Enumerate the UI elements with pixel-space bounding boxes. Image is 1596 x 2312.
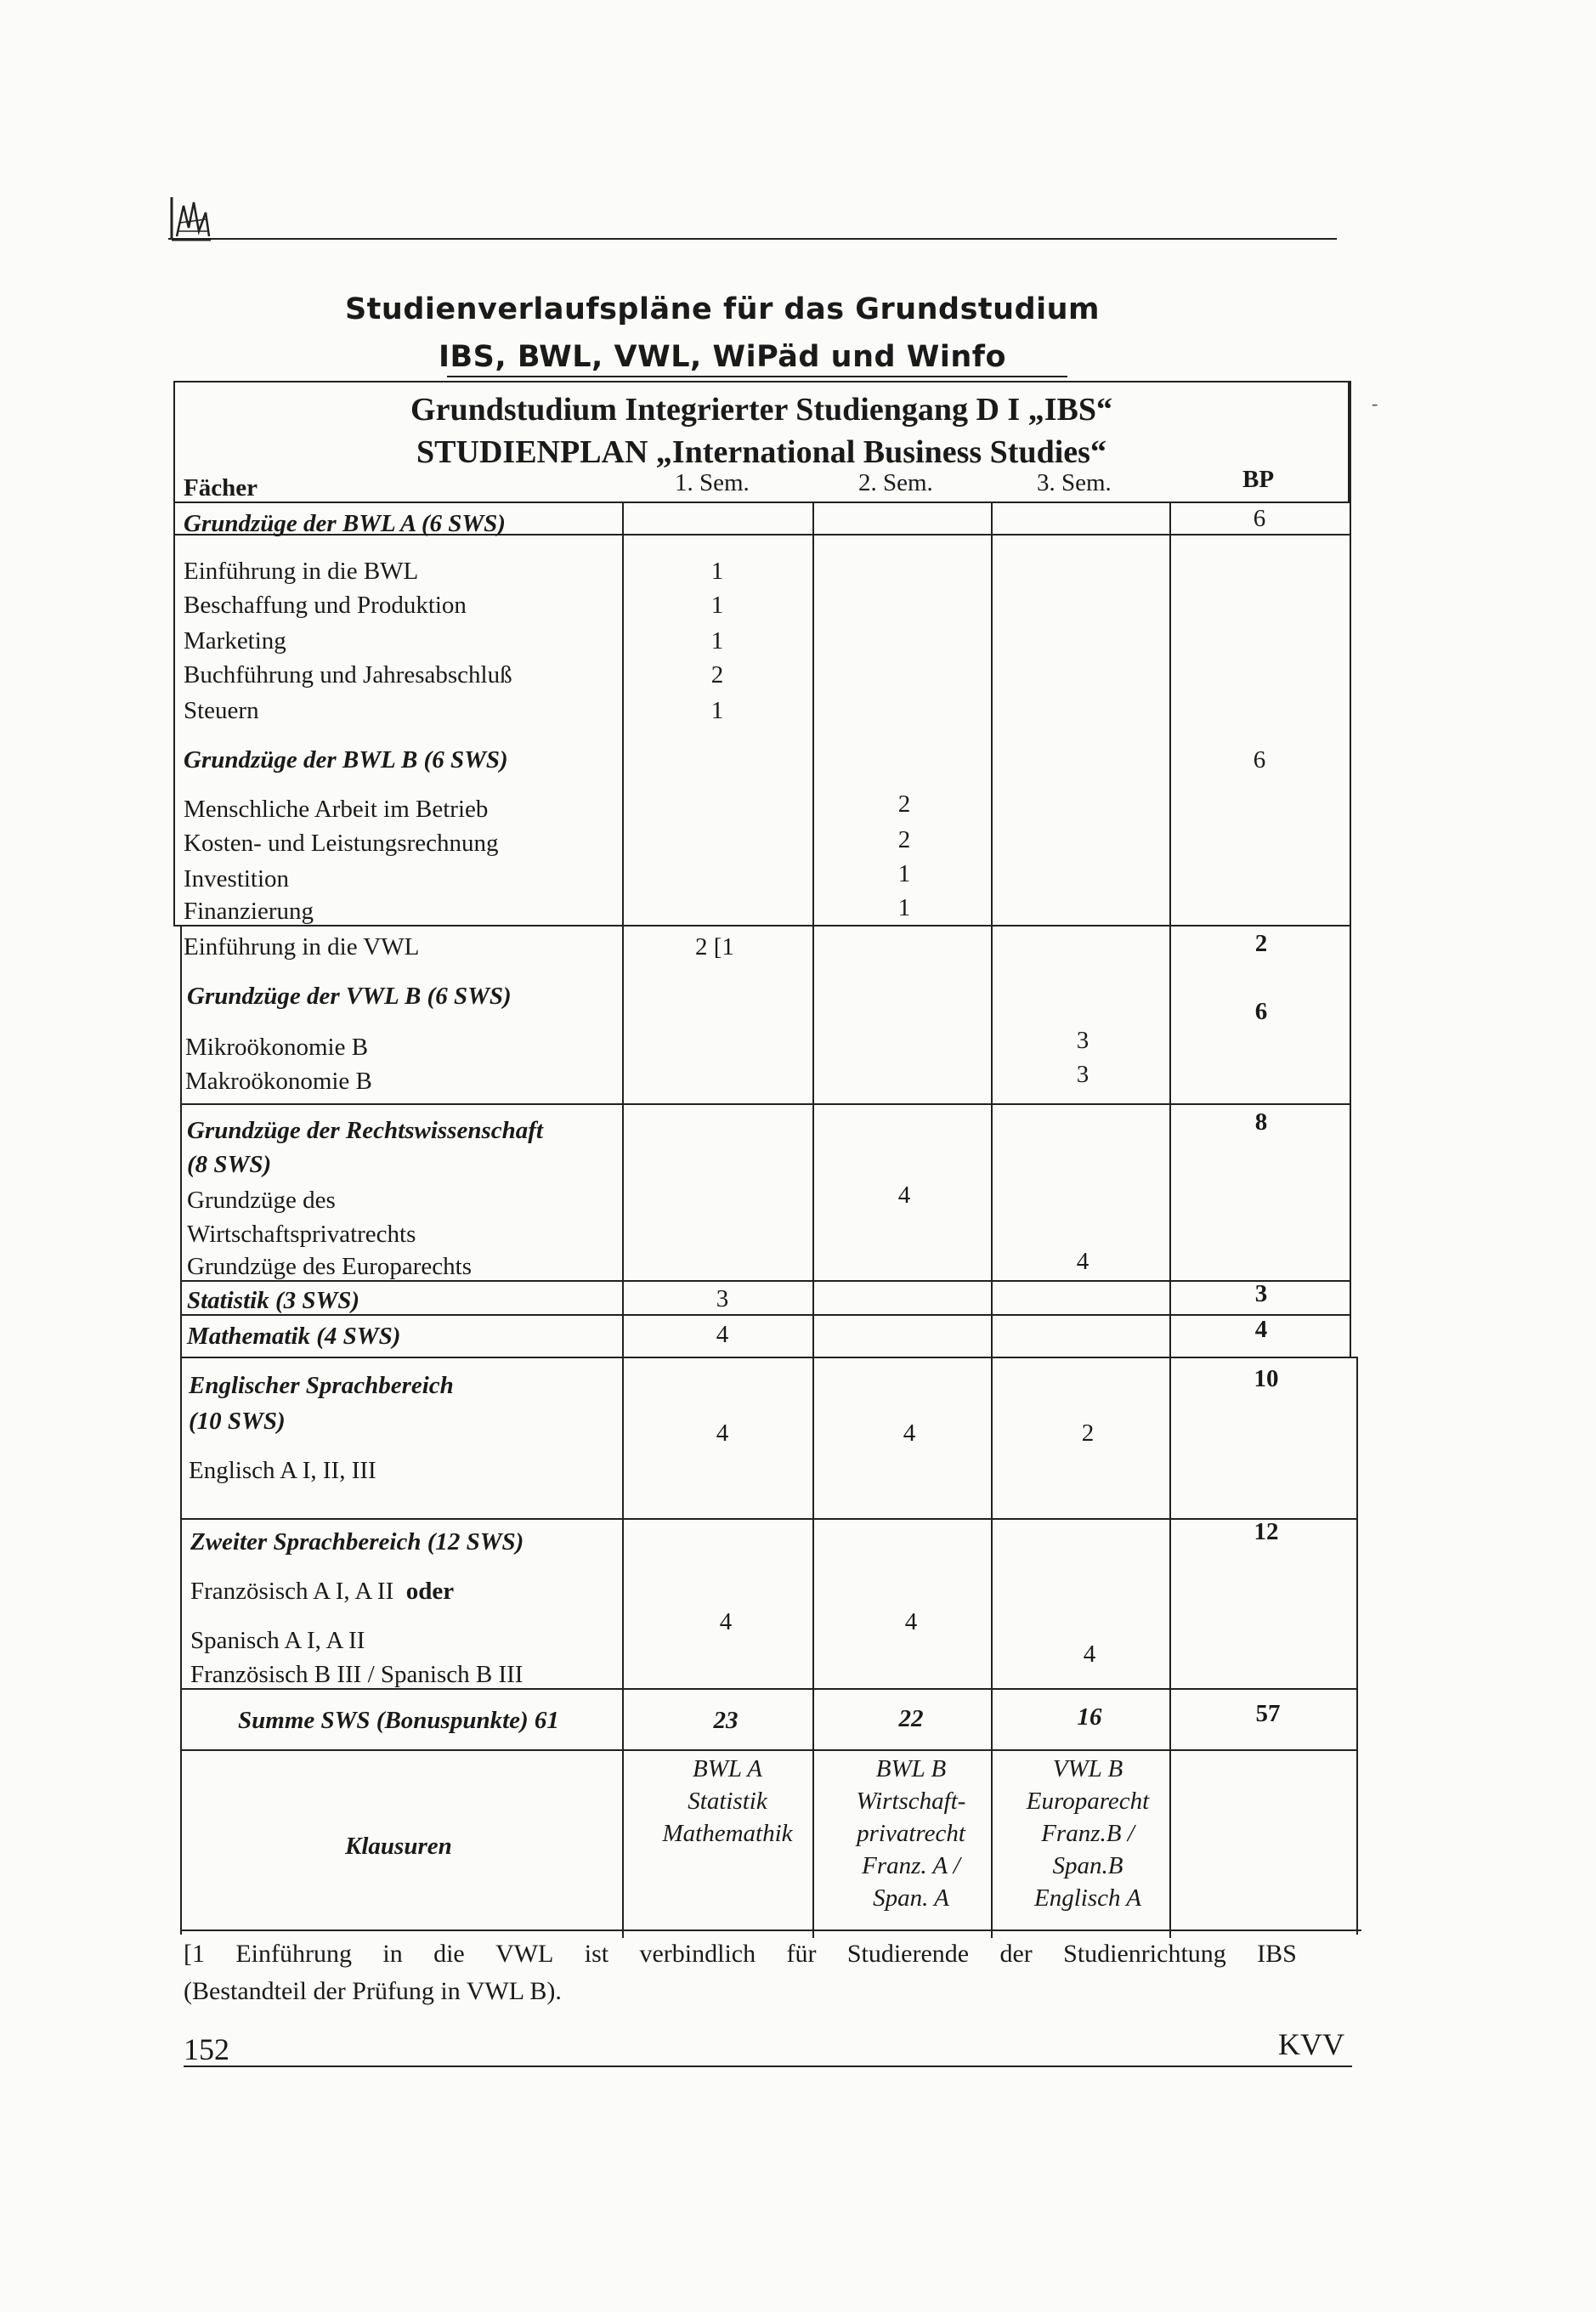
row-label: Englisch A I, II, III [189,1457,376,1484]
bp-englisch: 10 [1254,1365,1279,1392]
klausuren-sem1: BWL A Statistik Mathemathik [662,1755,793,1847]
row-value-sem1-mathematik: 4 [716,1321,729,1348]
col-header-sem1: 1. Sem. [675,469,750,496]
bp-mathematik: 4 [1254,1316,1268,1343]
bp-bwl-b: 6 [1253,746,1266,774]
col-header-sem3: 3. Sem. [1037,469,1112,496]
table-heading [173,381,1350,502]
row-value-sem2: 2 [897,790,911,818]
group-title-mathematik: Mathematik (4 SWS) [187,1323,401,1350]
row-value-sem2: 4 [904,1608,918,1635]
klausuren-sem3: VWL B Europarecht Franz.B / Span.B Englisch A [1026,1755,1150,1912]
row-label: Makroökonomie B [185,1068,372,1095]
summe-label: Summe SWS (Bonuspunkte) 61 [238,1707,559,1734]
summe-sem1: 23 [713,1707,739,1734]
row-label: Finanzierung [184,898,314,925]
row-label: Einführung in die BWL [184,558,419,585]
row-label: Beschaffung und Produktion [184,592,467,619]
row-label: Kosten- und Leistungsrechnung [184,830,499,857]
klausuren-label: Klausuren [345,1833,452,1860]
row-label: Buchführung und Jahresabschluß [184,661,512,688]
row-label-vwl-intro: Einführung in die VWL [184,933,420,960]
group-title-recht-line2: (8 SWS) [187,1151,272,1178]
group-title-recht-line1: Grundzüge der Rechtswissenschaft [187,1117,543,1144]
bp-vwl-intro: 2 [1254,930,1268,957]
row-label: Französisch B III / Spanisch B III [190,1661,524,1688]
row-value-sem1: 4 [719,1608,733,1635]
group-title-bwl-a: Grundzüge der BWL A (6 SWS) [184,510,506,537]
footnote-line1: [1 Einführung in die VWL ist verbindlich für Studierende der Studienrichtung IBS [184,1940,1297,1968]
bp-zweiter: 12 [1254,1518,1279,1545]
col-header-sem2: 2. Sem. [858,469,933,496]
row-value-sem3: 3 [1076,1061,1089,1088]
row-label: Grundzüge des [187,1187,336,1214]
row-value-sem1: 4 [716,1420,729,1447]
summe-sem3: 16 [1077,1703,1102,1731]
table-heading-line1: Grundstudium Integrierter Studiengang D I „IBS“ [410,392,1112,428]
group-title-englisch-line1: Englischer Sprachbereich [189,1372,454,1399]
row-value-sem1: 1 [710,592,724,619]
bp-bwl-a: 6 [1253,505,1266,532]
row-value-sem1: 1 [710,558,724,585]
row-label: Marketing [184,627,286,654]
row-value-sem2: 4 [903,1420,916,1447]
row-value-sem1-vwl-intro: 2 [1 [695,933,734,960]
row-value-sem1: 1 [710,627,724,654]
summe-sem2: 22 [898,1705,924,1732]
row-value-sem2: 4 [897,1182,911,1209]
row-value-sem3: 4 [1076,1248,1089,1275]
row-label: Menschliche Arbeit im Betrieb [184,796,489,823]
page-number: 152 [184,2032,229,2066]
footnote-marker: [1 [713,933,734,960]
row-value-sem1: 1 [710,697,724,724]
footer-rule [184,2066,1352,2067]
footnote-line2: (Bestandteil der Prüfung in VWL B). [184,1977,562,2005]
row-value-sem3: 4 [1083,1640,1096,1668]
group-title-bwl-b: Grundzüge der BWL B (6 SWS) [184,746,508,774]
header-rule [168,238,1337,240]
row-label: Französisch A I, A II oder [190,1578,455,1605]
group-title-statistik: Statistik (3 SWS) [187,1287,360,1314]
group-title-zweiter: Zweiter Sprachbereich (12 SWS) [190,1528,524,1556]
row-value-sem3: 3 [1076,1027,1089,1054]
row-value-sem1: 2 [710,661,724,688]
bp-vwl-b: 6 [1254,998,1268,1025]
table-heading-line2: STUDIENPLAN „International Business Studies“ [416,434,1106,470]
row-label: Steuern [184,697,259,724]
col-header-faecher: Fächer [184,474,258,502]
row-label: Grundzüge des Europarechts [187,1253,472,1280]
group-title-englisch-line2: (10 SWS) [189,1408,286,1435]
row-value-sem1-statistik: 3 [716,1285,729,1312]
row-value-sem2: 1 [897,860,911,887]
stray-mark: - [1372,393,1378,414]
summe-bp: 57 [1255,1700,1281,1727]
row-label: Spanisch A I, A II [190,1627,365,1654]
footer-label: KVV [1278,2027,1344,2061]
klausuren-sem2: BWL B Wirtschaft- privatrecht Franz. A / Span. A [856,1755,966,1912]
page-title-line1: Studienverlaufspläne für das Grundstudium [344,292,1101,326]
row-label: Wirtschaftsprivatrechts [187,1221,416,1248]
row-label: Investition [184,865,290,892]
bp-statistik: 3 [1254,1280,1268,1307]
page-title-line2: IBS, BWL, VWL, WiPäd und Winfo [438,340,1007,374]
row-label: Mikroökonomie B [185,1034,369,1061]
group-title-vwl-b: Grundzüge der VWL B (6 SWS) [187,983,512,1010]
row-value-sem3: 2 [1081,1420,1095,1447]
row-value-sem2: 2 [897,826,911,853]
col-header-bp: BP [1242,466,1275,493]
bp-recht: 8 [1254,1108,1268,1136]
title-underline [447,376,1067,377]
institution-logo-icon [168,194,214,245]
row-value-sem2: 1 [897,894,911,921]
